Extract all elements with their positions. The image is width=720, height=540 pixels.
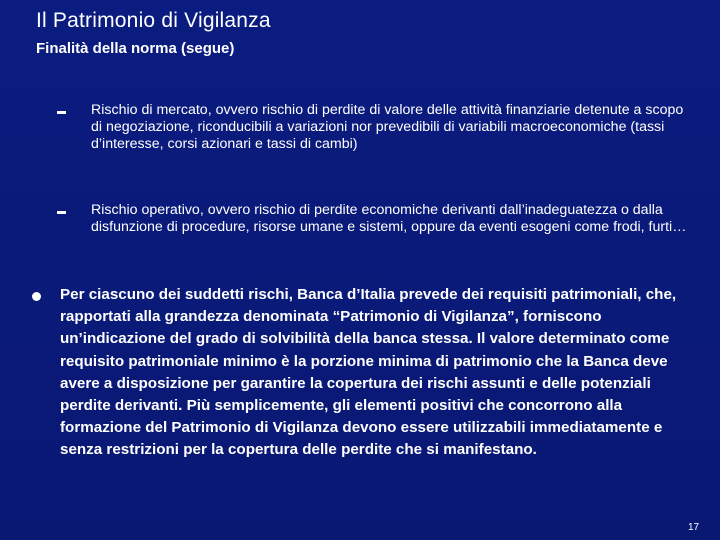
dot-bullet-icon [32, 292, 41, 301]
sub-bullet-text: Rischio operativo, ovvero rischio di perdite economiche derivanti dall’inadeguatezza o dalla disfunzione di procedure, risorse umane e sistemi, oppure da eventi esogeni come frodi, furti… [91, 202, 687, 235]
page-number: 17 [688, 522, 700, 533]
dash-bullet-icon [57, 211, 66, 214]
sub-bullet-operational-risk [57, 202, 687, 262]
main-bullet [32, 284, 692, 504]
slide-title: Il Patrimonio di Vigilanza [36, 9, 271, 32]
sub-bullet-market-risk [57, 102, 687, 182]
main-bullet-text: Per ciascuno dei suddetti rischi, Banca d’Italia prevede dei requisiti patrimoniali, che, rapportati alla grandezza denominata “Patrimonio di Vigilanza”, forniscono un’indicazione del grado di solvibilità della banca stessa. Il valore determinato come requisito patrimoniale minimo è la porzione minima di patrimonio che la Banca deve avere a disposizione per garantire la copertura dei rischi assunti e delle potenziali perdite derivanti. Più semplicemente, gli elementi positivi che concorrono alla formazione del Patrimonio di Vigilanza devono essere utilizzabili immediatamente e senza restrizioni per la copertura delle perdite che si manifestano. [60, 286, 677, 459]
sub-bullet-text: Rischio di mercato, ovvero rischio di perdite di valore delle attività finanziarie detenute a scopo di negoziazione, riconducibili a variazioni nor prevedibili di variabili macroeconomiche (tassi d’interesse, corsi azionari e tassi di cambi) [91, 102, 684, 152]
slide-subtitle: Finalità della norma (segue) [36, 40, 235, 57]
dash-bullet-icon [57, 111, 66, 114]
